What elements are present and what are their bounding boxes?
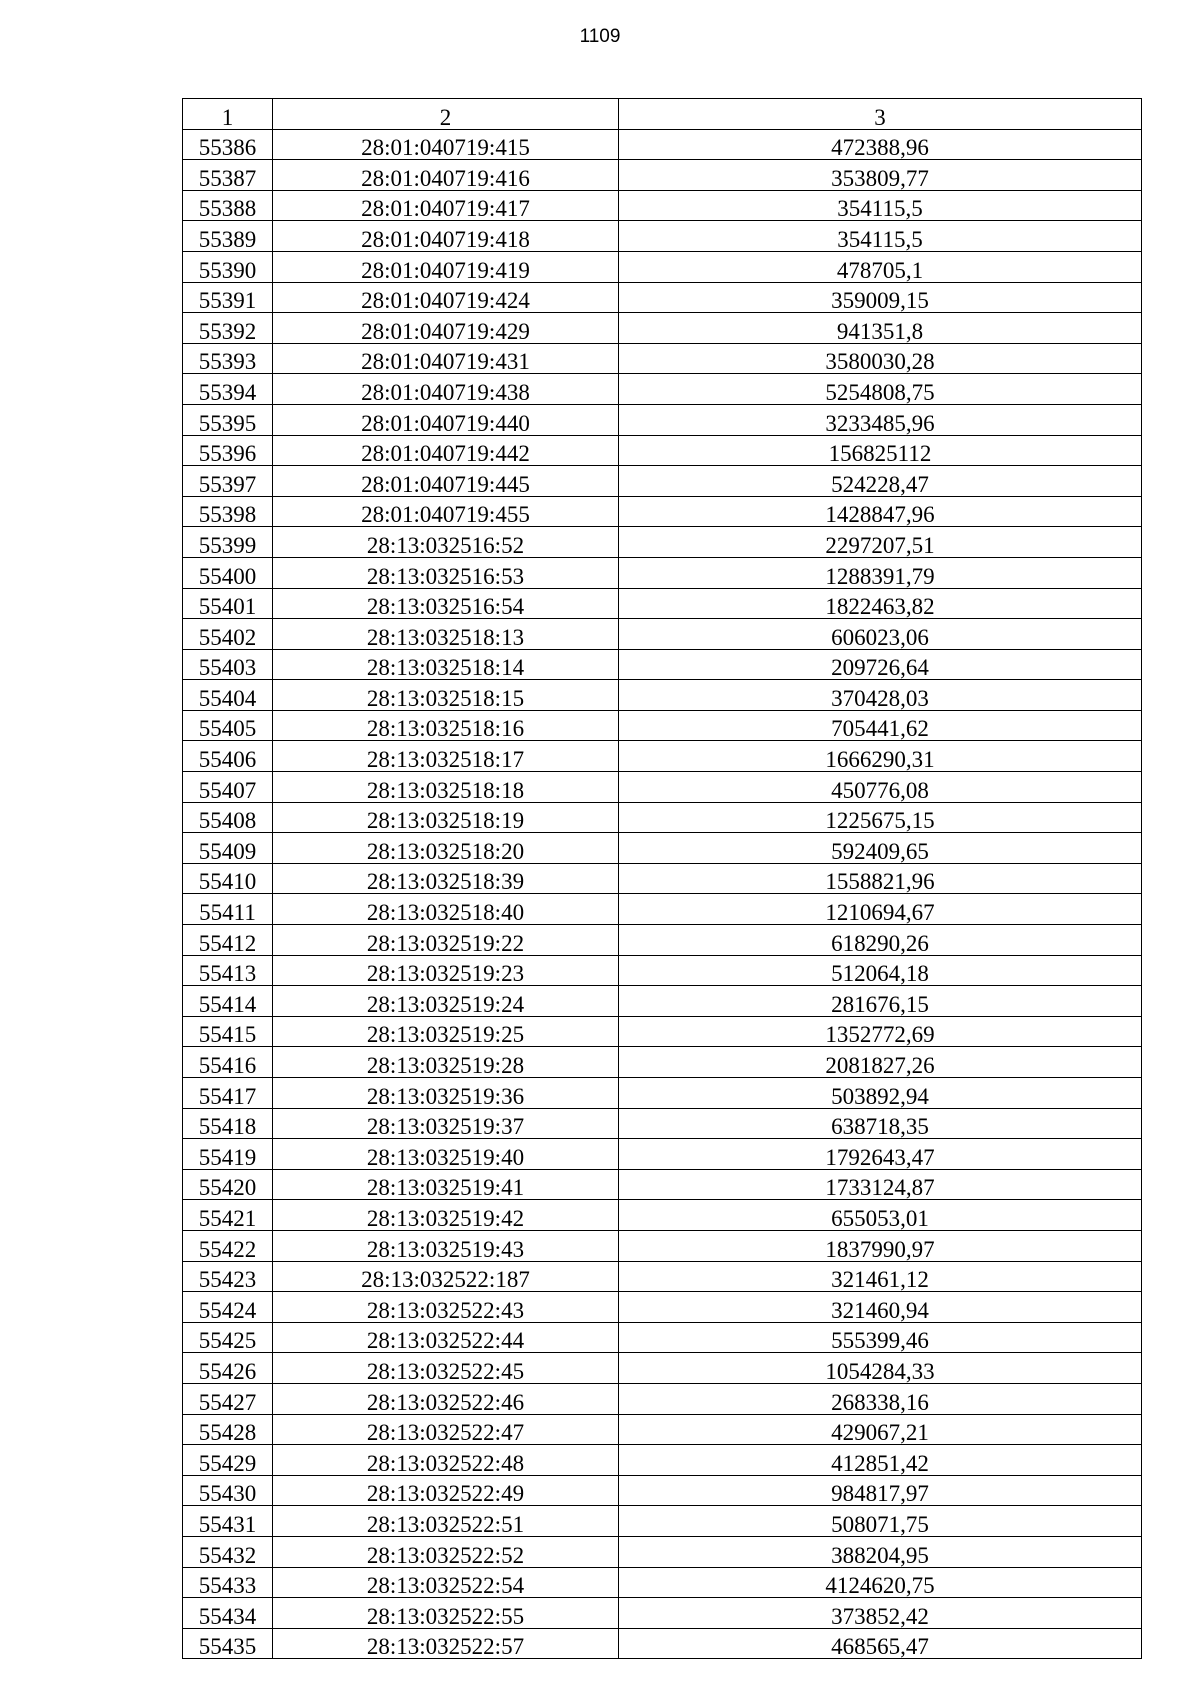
row-number-cell: 55407 (183, 772, 273, 803)
cadastral-number-cell: 28:13:032522:44 (273, 1322, 619, 1353)
cadastral-number-cell: 28:13:032522:52 (273, 1536, 619, 1567)
cadastral-value-cell: 1210694,67 (619, 894, 1142, 925)
cadastral-value-cell: 503892,94 (619, 1078, 1142, 1109)
column-header-1: 1 (183, 99, 273, 130)
table-row (183, 772, 1142, 803)
table-row (183, 619, 1142, 650)
cadastral-value-cell: 1837990,97 (619, 1230, 1142, 1261)
row-number-cell: 55415 (183, 1016, 273, 1047)
cadastral-value-cell: 1288391,79 (619, 557, 1142, 588)
cadastral-number-cell: 28:13:032518:14 (273, 649, 619, 680)
cadastral-number-cell: 28:13:032518:40 (273, 894, 619, 925)
column-header-2: 2 (273, 99, 619, 130)
cadastral-value-cell: 1352772,69 (619, 1016, 1142, 1047)
table-header (183, 99, 1142, 130)
table-row (183, 588, 1142, 619)
cadastral-number-cell: 28:13:032522:46 (273, 1383, 619, 1414)
table-row (183, 1322, 1142, 1353)
cadastral-value-cell: 156825112 (619, 435, 1142, 466)
cadastral-number-cell: 28:01:040719:445 (273, 466, 619, 497)
column-header-3: 3 (619, 99, 1142, 130)
cadastral-value-cell: 321460,94 (619, 1292, 1142, 1323)
row-number-cell: 55386 (183, 129, 273, 160)
table-row (183, 710, 1142, 741)
table-row (183, 1139, 1142, 1170)
cadastral-number-cell: 28:13:032522:55 (273, 1598, 619, 1629)
table-row (183, 649, 1142, 680)
cadastral-value-cell: 1428847,96 (619, 496, 1142, 527)
cadastral-number-cell: 28:13:032519:24 (273, 986, 619, 1017)
cadastral-value-cell: 359009,15 (619, 282, 1142, 313)
table-row (183, 435, 1142, 466)
cadastral-value-cell: 450776,08 (619, 772, 1142, 803)
cadastral-number-cell: 28:13:032519:42 (273, 1200, 619, 1231)
table-row (183, 1108, 1142, 1139)
row-number-cell: 55428 (183, 1414, 273, 1445)
table-row (183, 1506, 1142, 1537)
table-row (183, 221, 1142, 252)
cadastral-number-cell: 28:13:032519:41 (273, 1169, 619, 1200)
row-number-cell: 55431 (183, 1506, 273, 1537)
table-row (183, 1261, 1142, 1292)
cadastral-value-cell: 512064,18 (619, 955, 1142, 986)
row-number-cell: 55402 (183, 619, 273, 650)
cadastral-number-cell: 28:13:032522:54 (273, 1567, 619, 1598)
row-number-cell: 55399 (183, 527, 273, 558)
cadastral-number-cell: 28:13:032519:23 (273, 955, 619, 986)
cadastral-value-cell: 412851,42 (619, 1445, 1142, 1476)
table-row (183, 1200, 1142, 1231)
row-number-cell: 55391 (183, 282, 273, 313)
table-row (183, 986, 1142, 1017)
row-number-cell: 55413 (183, 955, 273, 986)
table-row (183, 313, 1142, 344)
row-number-cell: 55397 (183, 466, 273, 497)
cadastral-value-cell: 321461,12 (619, 1261, 1142, 1292)
table-row (183, 1445, 1142, 1476)
row-number-cell: 55389 (183, 221, 273, 252)
cadastral-number-cell: 28:13:032518:20 (273, 833, 619, 864)
cadastral-number-cell: 28:13:032518:18 (273, 772, 619, 803)
table-row (183, 129, 1142, 160)
cadastral-number-cell: 28:13:032519:25 (273, 1016, 619, 1047)
cadastral-value-cell: 268338,16 (619, 1383, 1142, 1414)
row-number-cell: 55394 (183, 374, 273, 405)
row-number-cell: 55432 (183, 1536, 273, 1567)
table-row (183, 802, 1142, 833)
cadastral-number-cell: 28:01:040719:419 (273, 251, 619, 282)
cadastral-number-cell: 28:01:040719:440 (273, 404, 619, 435)
row-number-cell: 55429 (183, 1445, 273, 1476)
cadastral-value-table (182, 98, 1142, 1659)
cadastral-number-cell: 28:13:032522:57 (273, 1628, 619, 1659)
cadastral-value-cell: 4124620,75 (619, 1567, 1142, 1598)
cadastral-value-cell: 472388,96 (619, 129, 1142, 160)
cadastral-value-cell: 429067,21 (619, 1414, 1142, 1445)
row-number-cell: 55434 (183, 1598, 273, 1629)
cadastral-value-cell: 705441,62 (619, 710, 1142, 741)
cadastral-value-cell: 555399,46 (619, 1322, 1142, 1353)
row-number-cell: 55400 (183, 557, 273, 588)
row-number-cell: 55387 (183, 160, 273, 191)
cadastral-number-cell: 28:13:032518:17 (273, 741, 619, 772)
cadastral-number-cell: 28:01:040719:455 (273, 496, 619, 527)
cadastral-value-cell: 638718,35 (619, 1108, 1142, 1139)
cadastral-value-cell: 655053,01 (619, 1200, 1142, 1231)
cadastral-number-cell: 28:13:032522:43 (273, 1292, 619, 1323)
cadastral-value-cell: 1054284,33 (619, 1353, 1142, 1384)
cadastral-value-cell: 1225675,15 (619, 802, 1142, 833)
row-number-cell: 55408 (183, 802, 273, 833)
table-row (183, 282, 1142, 313)
cadastral-number-cell: 28:13:032518:16 (273, 710, 619, 741)
row-number-cell: 55425 (183, 1322, 273, 1353)
cadastral-number-cell: 28:13:032519:37 (273, 1108, 619, 1139)
cadastral-value-cell: 354115,5 (619, 221, 1142, 252)
cadastral-value-cell: 1822463,82 (619, 588, 1142, 619)
row-number-cell: 55427 (183, 1383, 273, 1414)
table-row (183, 863, 1142, 894)
table-row (183, 1016, 1142, 1047)
row-number-cell: 55420 (183, 1169, 273, 1200)
row-number-cell: 55411 (183, 894, 273, 925)
page-number: 1109 (579, 26, 621, 47)
table-row (183, 404, 1142, 435)
cadastral-number-cell: 28:13:032519:22 (273, 925, 619, 956)
row-number-cell: 55390 (183, 251, 273, 282)
cadastral-value-cell: 373852,42 (619, 1598, 1142, 1629)
table-row (183, 557, 1142, 588)
table-row (183, 1536, 1142, 1567)
row-number-cell: 55388 (183, 190, 273, 221)
cadastral-number-cell: 28:01:040719:438 (273, 374, 619, 405)
row-number-cell: 55414 (183, 986, 273, 1017)
table-row (183, 496, 1142, 527)
row-number-cell: 55393 (183, 343, 273, 374)
table-row (183, 1078, 1142, 1109)
table-row (183, 343, 1142, 374)
row-number-cell: 55423 (183, 1261, 273, 1292)
row-number-cell: 55404 (183, 680, 273, 711)
row-number-cell: 55395 (183, 404, 273, 435)
cadastral-value-cell: 984817,97 (619, 1475, 1142, 1506)
cadastral-number-cell: 28:01:040719:431 (273, 343, 619, 374)
cadastral-value-cell: 941351,8 (619, 313, 1142, 344)
cadastral-value-cell: 606023,06 (619, 619, 1142, 650)
cadastral-value-cell: 524228,47 (619, 466, 1142, 497)
row-number-cell: 55418 (183, 1108, 273, 1139)
row-number-cell: 55409 (183, 833, 273, 864)
cadastral-number-cell: 28:01:040719:424 (273, 282, 619, 313)
table-row (183, 190, 1142, 221)
row-number-cell: 55421 (183, 1200, 273, 1231)
table-row (183, 1292, 1142, 1323)
row-number-cell: 55410 (183, 863, 273, 894)
cadastral-value-cell: 354115,5 (619, 190, 1142, 221)
table-row (183, 955, 1142, 986)
cadastral-number-cell: 28:13:032518:39 (273, 863, 619, 894)
cadastral-number-cell: 28:13:032516:53 (273, 557, 619, 588)
table-row (183, 741, 1142, 772)
row-number-cell: 55422 (183, 1230, 273, 1261)
table-row (183, 1169, 1142, 1200)
cadastral-value-cell: 508071,75 (619, 1506, 1142, 1537)
table-row (183, 833, 1142, 864)
cadastral-value-cell: 3580030,28 (619, 343, 1142, 374)
cadastral-number-cell: 28:01:040719:418 (273, 221, 619, 252)
cadastral-value-cell: 468565,47 (619, 1628, 1142, 1659)
cadastral-value-cell: 1666290,31 (619, 741, 1142, 772)
cadastral-number-cell: 28:13:032522:45 (273, 1353, 619, 1384)
table-row (183, 1628, 1142, 1659)
row-number-cell: 55405 (183, 710, 273, 741)
row-number-cell: 55396 (183, 435, 273, 466)
cadastral-value-cell: 2081827,26 (619, 1047, 1142, 1078)
cadastral-value-cell: 353809,77 (619, 160, 1142, 191)
cadastral-number-cell: 28:01:040719:442 (273, 435, 619, 466)
table-row (183, 680, 1142, 711)
cadastral-number-cell: 28:13:032519:40 (273, 1139, 619, 1170)
cadastral-value-cell: 478705,1 (619, 251, 1142, 282)
table-row (183, 1353, 1142, 1384)
table-row (183, 527, 1142, 558)
table-row (183, 894, 1142, 925)
row-number-cell: 55417 (183, 1078, 273, 1109)
table-row (183, 1475, 1142, 1506)
table-row (183, 1383, 1142, 1414)
cadastral-number-cell: 28:13:032522:49 (273, 1475, 619, 1506)
table-row (183, 374, 1142, 405)
cadastral-number-cell: 28:01:040719:429 (273, 313, 619, 344)
table-row (183, 1230, 1142, 1261)
row-number-cell: 55433 (183, 1567, 273, 1598)
cadastral-number-cell: 28:13:032516:54 (273, 588, 619, 619)
row-number-cell: 55406 (183, 741, 273, 772)
cadastral-value-cell: 592409,65 (619, 833, 1142, 864)
cadastral-value-cell: 388204,95 (619, 1536, 1142, 1567)
cadastral-number-cell: 28:13:032522:187 (273, 1261, 619, 1292)
cadastral-value-cell: 209726,64 (619, 649, 1142, 680)
cadastral-number-cell: 28:13:032518:15 (273, 680, 619, 711)
cadastral-number-cell: 28:13:032519:28 (273, 1047, 619, 1078)
table-row (183, 1414, 1142, 1445)
table-row (183, 1047, 1142, 1078)
cadastral-value-cell: 3233485,96 (619, 404, 1142, 435)
cadastral-value-cell: 370428,03 (619, 680, 1142, 711)
cadastral-value-cell: 1792643,47 (619, 1139, 1142, 1170)
cadastral-value-cell: 1558821,96 (619, 863, 1142, 894)
cadastral-number-cell: 28:13:032518:13 (273, 619, 619, 650)
row-number-cell: 55412 (183, 925, 273, 956)
cadastral-number-cell: 28:01:040719:417 (273, 190, 619, 221)
cadastral-value-cell: 1733124,87 (619, 1169, 1142, 1200)
cadastral-number-cell: 28:13:032519:36 (273, 1078, 619, 1109)
cadastral-number-cell: 28:13:032522:51 (273, 1506, 619, 1537)
table-row (183, 160, 1142, 191)
cadastral-value-cell: 5254808,75 (619, 374, 1142, 405)
cadastral-number-cell: 28:13:032522:47 (273, 1414, 619, 1445)
row-number-cell: 55435 (183, 1628, 273, 1659)
row-number-cell: 55426 (183, 1353, 273, 1384)
row-number-cell: 55398 (183, 496, 273, 527)
cadastral-number-cell: 28:01:040719:415 (273, 129, 619, 160)
cadastral-number-cell: 28:13:032519:43 (273, 1230, 619, 1261)
cadastral-value-cell: 618290,26 (619, 925, 1142, 956)
cadastral-value-cell: 281676,15 (619, 986, 1142, 1017)
table-row (183, 1598, 1142, 1629)
row-number-cell: 55430 (183, 1475, 273, 1506)
header-row (183, 99, 1142, 130)
row-number-cell: 55401 (183, 588, 273, 619)
table-row (183, 925, 1142, 956)
cadastral-value-cell: 2297207,51 (619, 527, 1142, 558)
cadastral-number-cell: 28:13:032516:52 (273, 527, 619, 558)
table-row (183, 251, 1142, 282)
cadastral-number-cell: 28:01:040719:416 (273, 160, 619, 191)
cadastral-number-cell: 28:13:032522:48 (273, 1445, 619, 1476)
cadastral-number-cell: 28:13:032518:19 (273, 802, 619, 833)
table-body (183, 129, 1142, 1659)
row-number-cell: 55392 (183, 313, 273, 344)
table-row (183, 1567, 1142, 1598)
row-number-cell: 55416 (183, 1047, 273, 1078)
table-row (183, 466, 1142, 497)
row-number-cell: 55403 (183, 649, 273, 680)
row-number-cell: 55419 (183, 1139, 273, 1170)
row-number-cell: 55424 (183, 1292, 273, 1323)
